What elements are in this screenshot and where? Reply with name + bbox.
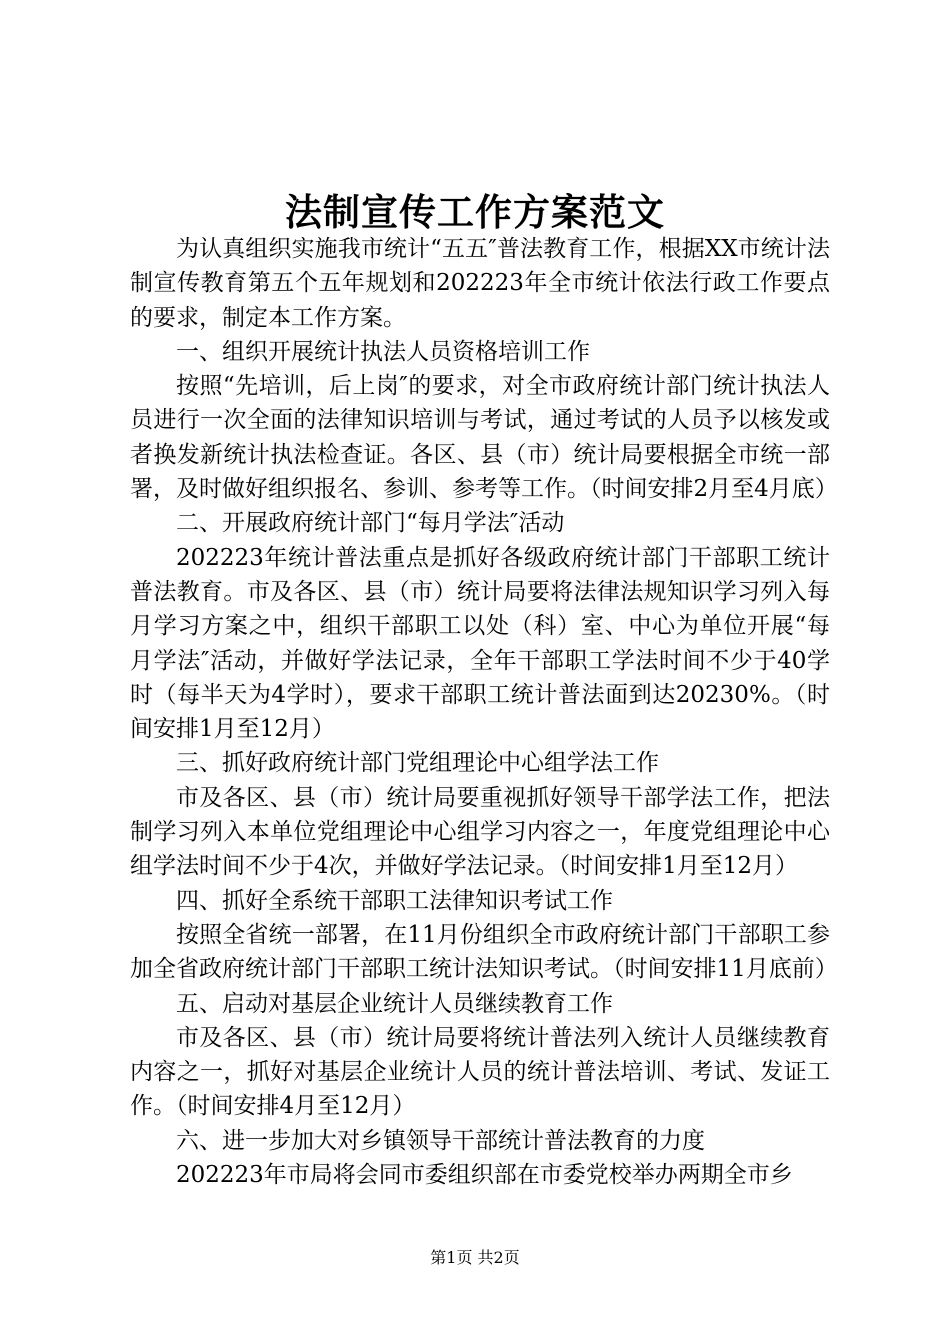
section-heading-2: 二、开展政府统计部门“每月学法″活动 [176,510,565,537]
section-heading-4: 四、抓好全系统干部职工法律知识考试工作 [176,887,613,914]
section-body-4: 按照全省统一部署，在11月份组织全市政府统计部门干部职工参加全省政府统计部门干部职工统计法知识考试。（时间安排11月底前） [130,921,838,983]
section-heading-3: 三、抓好政府统计部门党组理论中心组学法工作 [176,750,659,777]
intro-paragraph: 为认真组织实施我市统计“五五″普法教育工作，根据XX市统计法制宣传教育第五个五年规划和202223年全市统计依法行政工作要点的要求，制定本工作方案。 [130,236,830,331]
document-body [130,232,838,1192]
section-body-6: 202223年市局将会同市委组织部在市委党校举办两期全市乡 [176,1162,793,1189]
section-body-5: 市及各区、县（市）统计局要将统计普法列入统计人员继续教育内容之一，抓好对基层企业统计人员的统计普法培训、考试、发证工作。（时间安排4月至12月） [130,1024,830,1120]
section-heading-1: 一、组织开展统计执法人员资格培训工作 [176,338,590,365]
document-title: 法制宣传工作方案范文 [285,191,665,234]
section-body-1: 按照“先培训，后上岗″的要求，对全市政府统计部门统计执法人员进行一次全面的法律知识培训与考试，通过考试的人员予以核发或者换发新统计执法检查证。各区、县（市）统计局要根据全市统一部署，及时做好组织报名、参训、参考等工作。（时间安排2月至4月底） [130,373,838,503]
section-body-3: 市及各区、县（市）统计局要重视抓好领导干部学法工作，把法制学习列入本单位党组理论中心组学习内容之一，年度党组理论中心组学法时间不少于4次，并做好学法记录。（时间安排1月至12月） [130,784,830,880]
section-heading-6: 六、进一步加大对乡镇领导干部统计普法教育的力度 [176,1127,705,1154]
section-heading-5: 五、启动对基层企业统计人员继续教育工作 [176,990,613,1017]
page-footer: 第1页 共2页 [430,1248,520,1267]
section-body-2: 202223年统计普法重点是抓好各级政府统计部门干部职工统计普法教育。市及各区、县（市）统计局要将法律法规知识学习列入每月学习方案之中，组织干部职工以处（科）室、中心为单位开展“每月学法″活动，并做好学法记录，全年干部职工学法时间不少于40学时（每半天为4学时），要求干部职工统计普法面到达20230%。（时间安排1月至12月） [130,544,830,743]
